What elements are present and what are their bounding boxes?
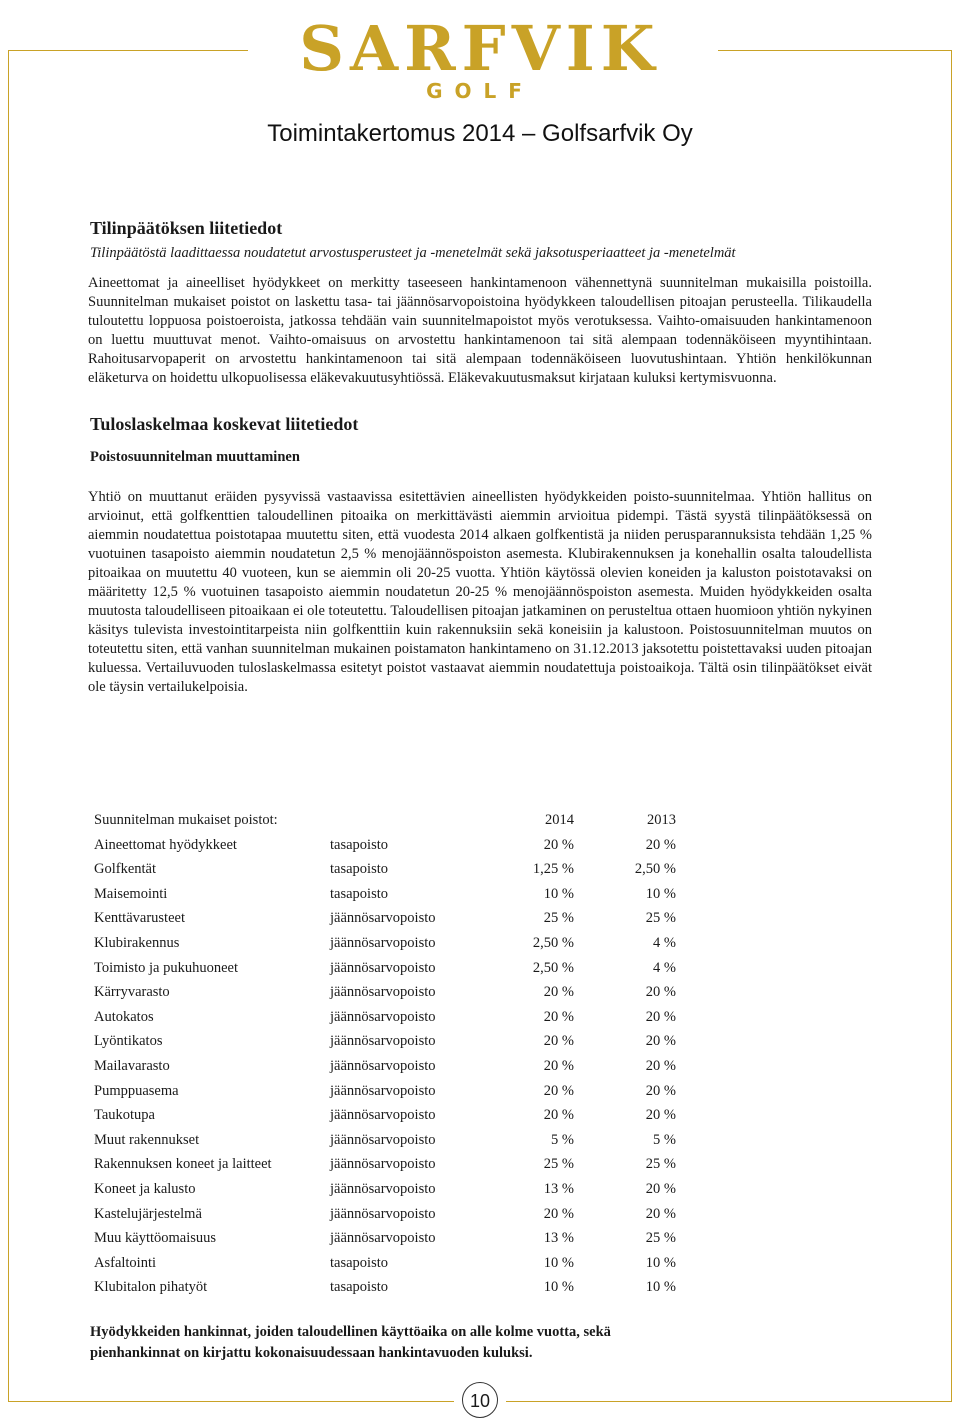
method-cell: jäännösarvopoisto bbox=[330, 984, 436, 1001]
rate-2014-cell: 20 % bbox=[543, 1107, 574, 1124]
rate-2014-cell: 20 % bbox=[543, 1057, 574, 1074]
table-row bbox=[94, 1177, 694, 1202]
rate-2013-cell: 2,50 % bbox=[634, 861, 676, 878]
method-cell: jäännösarvopoisto bbox=[330, 1131, 436, 1148]
rate-2013-cell: 4 % bbox=[653, 934, 676, 951]
rate-2013-cell: 4 % bbox=[653, 959, 676, 976]
page-number: 10 bbox=[462, 1382, 498, 1418]
asset-name-cell: Autokatos bbox=[94, 1008, 154, 1025]
rate-2014-cell: 20 % bbox=[543, 1205, 574, 1222]
valuation-paragraph: Aineettomat ja aineelliset hyödykkeet on merkitty taseeseen hankintamenoon vähennettynä suunnitelman mukaisilla poistoilla. Suunnitelman mukaiset poistot on laskettu tasa- tai jäännösarvopoistoina hyödykkeen taloudellisen pitoajan perusteella. Tilikaudella tuloutettu loppuosa poistoeroista, jatkossa tehdään vain suunnitelmapoistot myös verotuksessa. Vaihto-omaisuuden hankintamenoon on luettu muuttuvat menot. Vaihto-omaisuus on arvostettu hankintamenoon tai sitä alempaan todennäköiseen myyntihintaan. Rahoitusarvopaperit on arvostettu hankintamenoon tai sitä alempaan todennäköiseen luovutushintaan. Yhtiön henkilökunnan eläketurva on hoidettu ulkopuolisessa eläkevakuutusyhtiössä. Eläkevakuutusmaksut kirjataan kuluksi kertymisvuonna. bbox=[88, 275, 872, 386]
method-cell: jäännösarvopoisto bbox=[330, 1205, 436, 1222]
rate-2014-cell: 13 % bbox=[543, 1230, 574, 1247]
method-cell: jäännösarvopoisto bbox=[330, 910, 436, 927]
rate-2014-cell: 20 % bbox=[543, 1082, 574, 1099]
method-cell: jäännösarvopoisto bbox=[330, 1230, 436, 1247]
section-heading-income-statement: Tuloslaskelmaa koskevat liitetiedot bbox=[90, 414, 359, 434]
rate-2013-cell: 10 % bbox=[645, 1254, 676, 1271]
table-row bbox=[94, 1202, 694, 1227]
logo-subtitle: GOLF bbox=[426, 79, 534, 103]
table-row bbox=[94, 1152, 694, 1177]
rate-2013-cell: 10 % bbox=[645, 885, 676, 902]
table-header-2014: 2014 bbox=[545, 812, 574, 828]
asset-name-cell: Kenttävarusteet bbox=[94, 910, 185, 927]
rate-2014-cell: 20 % bbox=[543, 1008, 574, 1025]
table-row bbox=[94, 1226, 694, 1251]
table-row bbox=[94, 882, 694, 907]
depreciation-change-paragraph: Yhtiö on muuttanut eräiden pysyvissä vastaavissa esitettävien aineellisten hyödykkeiden poisto-suunnitelmaa. Yhtiön hallitus on arvioinut, että golfkenttien taloudellinen pitoaika on merkittävästi aiemmin arvioitua pidempi. Tästä syystä tilinpäätöksessä on aiemmin noudatettua poistotapaa muutettu siten, että vuodesta 2014 alkaen golfkentistä ja niiden perusparannuksista tehdään 1,25 % vuotuinen tasapoisto aiemmin noudatetun 2,5 % menojäännöspoiston asemesta. Klubirakennuksen ja konehallin osalta taloudellista pitoaikaa on muutettu 40 vuoteen, kun se aiemmin oli 20-25 vuotta. Yhtiön käytössä olevien koneiden ja kaluston poistotavaksi on määritetty 12,5 % vuotuinen tasapoisto aiemmin noudatetun 20-25 % menojäännöspoiston asemesta. Muiden hyödykkeiden osalta muutosta taloudelliseen pitoaikaan ei ole toteutettu. Taloudellisen pitoajan jatkaminen on perusteltua ottaen huomioon yhtiön nykyinen käsitys tulevista investointitarpeista niin golfkenttiin kuin rakennuksiin sekä koneisiin ja kalustoon. Poistosuunnitelman muutos on toteutettu siten, että vanhan suunnitelman mukainen poistamaton hankintameno on 31.12.2013 jaksotettu poistettavaksi uuden pitoajan kuluessa. Vertailuvuoden tuloslaskelmassa esitetyt poistot vastaavat aiemmin noudatettuja poistoaikoja. Tältä osin tilinpäätökset eivät ole täysin vertailukelpoisia. bbox=[88, 489, 872, 695]
document-title: Toimintakertomus 2014 – Golfsarfvik Oy bbox=[267, 120, 693, 147]
method-cell: jäännösarvopoisto bbox=[330, 1156, 436, 1173]
rate-2014-cell: 10 % bbox=[543, 1279, 574, 1296]
asset-name-cell: Pumppuasema bbox=[94, 1082, 179, 1099]
rate-2013-cell: 20 % bbox=[645, 984, 676, 1001]
rate-2014-cell: 2,50 % bbox=[532, 934, 574, 951]
asset-name-cell: Mailavarasto bbox=[94, 1057, 170, 1074]
method-cell: tasapoisto bbox=[330, 885, 388, 902]
table-header-row bbox=[94, 808, 694, 833]
method-cell: tasapoisto bbox=[330, 1279, 388, 1296]
frame-line-left bbox=[8, 50, 9, 1402]
sarfvik-golf-logo bbox=[290, 2, 670, 102]
rate-2013-cell: 20 % bbox=[645, 1205, 676, 1222]
method-cell: jäännösarvopoisto bbox=[330, 1082, 436, 1099]
table-row bbox=[94, 1005, 694, 1030]
frame-line-top-right bbox=[718, 50, 952, 51]
rate-2013-cell: 20 % bbox=[645, 1057, 676, 1074]
rate-2013-cell: 25 % bbox=[645, 1230, 676, 1247]
asset-name-cell: Maisemointi bbox=[94, 885, 168, 902]
rate-2013-cell: 10 % bbox=[645, 1279, 676, 1296]
section-subheading-depreciation-change: Poistosuunnitelman muuttaminen bbox=[90, 449, 300, 465]
rate-2014-cell: 20 % bbox=[543, 836, 574, 853]
asset-name-cell: Golfkentät bbox=[94, 861, 157, 878]
frame-line-bottom-right bbox=[506, 1401, 952, 1402]
table-header-2013: 2013 bbox=[647, 812, 676, 828]
method-cell: tasapoisto bbox=[330, 836, 388, 853]
rate-2014-cell: 25 % bbox=[543, 910, 574, 927]
table-row bbox=[94, 1054, 694, 1079]
table-row bbox=[94, 931, 694, 956]
asset-name-cell: Muu käyttöomaisuus bbox=[94, 1230, 217, 1247]
asset-name-cell: Klubirakennus bbox=[94, 934, 180, 951]
table-header-name: Suunnitelman mukaiset poistot: bbox=[94, 812, 278, 828]
rate-2013-cell: 20 % bbox=[645, 1107, 676, 1124]
rate-2013-cell: 20 % bbox=[645, 1180, 676, 1197]
table-row bbox=[94, 833, 694, 858]
asset-name-cell: Aineettomat hyödykkeet bbox=[94, 836, 237, 853]
method-cell: tasapoisto bbox=[330, 1254, 388, 1271]
logo-wordmark: SARFVIK bbox=[299, 12, 661, 85]
method-cell: tasapoisto bbox=[330, 861, 388, 878]
table-body bbox=[94, 833, 694, 1300]
table-row bbox=[94, 956, 694, 981]
depreciation-table bbox=[94, 808, 694, 1300]
rate-2013-cell: 25 % bbox=[645, 1156, 676, 1173]
section-heading-notes: Tilinpäätöksen liitetiedot bbox=[90, 218, 283, 238]
section-subheading-valuation: Tilinpäätöstä laadittaessa noudatetut arvostusperusteet ja -menetelmät sekä jaksotusperiaatteet ja -menetelmät bbox=[90, 245, 736, 261]
rate-2014-cell: 20 % bbox=[543, 1033, 574, 1050]
rate-2013-cell: 5 % bbox=[653, 1131, 676, 1148]
table-row bbox=[94, 1251, 694, 1276]
asset-name-cell: Kastelujärjestelmä bbox=[94, 1205, 202, 1222]
rate-2014-cell: 2,50 % bbox=[532, 959, 574, 976]
asset-name-cell: Rakennuksen koneet ja laitteet bbox=[94, 1156, 272, 1173]
asset-name-cell: Koneet ja kalusto bbox=[94, 1180, 196, 1197]
rate-2013-cell: 20 % bbox=[645, 836, 676, 853]
asset-name-cell: Taukotupa bbox=[94, 1107, 155, 1124]
frame-line-bottom-left bbox=[8, 1401, 454, 1402]
method-cell: jäännösarvopoisto bbox=[330, 959, 436, 976]
footnote-small-acquisitions: Hyödykkeiden hankinnat, joiden taloudellinen käyttöaika on alle kolme vuotta, sekä pienhankinnat on kirjattu kokonaisuudessaan hankintavuoden kuluksi. bbox=[90, 1324, 611, 1361]
rate-2014-cell: 25 % bbox=[543, 1156, 574, 1173]
asset-name-cell: Lyöntikatos bbox=[94, 1033, 163, 1050]
table-row bbox=[94, 1275, 694, 1300]
asset-name-cell: Klubitalon pihatyöt bbox=[94, 1279, 208, 1296]
table-row bbox=[94, 1029, 694, 1054]
method-cell: jäännösarvopoisto bbox=[330, 1107, 436, 1124]
rate-2014-cell: 20 % bbox=[543, 984, 574, 1001]
method-cell: jäännösarvopoisto bbox=[330, 1033, 436, 1050]
rate-2013-cell: 20 % bbox=[645, 1033, 676, 1050]
asset-name-cell: Asfaltointi bbox=[94, 1254, 157, 1271]
asset-name-cell: Toimisto ja pukuhuoneet bbox=[94, 959, 238, 976]
rate-2014-cell: 1,25 % bbox=[532, 861, 574, 878]
table-row bbox=[94, 906, 694, 931]
asset-name-cell: Kärryvarasto bbox=[94, 984, 170, 1001]
method-cell: jäännösarvopoisto bbox=[330, 1057, 436, 1074]
asset-name-cell: Muut rakennukset bbox=[94, 1131, 200, 1148]
rate-2013-cell: 20 % bbox=[645, 1008, 676, 1025]
frame-line-right bbox=[951, 50, 952, 1402]
rate-2014-cell: 10 % bbox=[543, 885, 574, 902]
rate-2013-cell: 25 % bbox=[645, 910, 676, 927]
method-cell: jäännösarvopoisto bbox=[330, 1008, 436, 1025]
rate-2014-cell: 5 % bbox=[551, 1131, 574, 1148]
table-row bbox=[94, 1079, 694, 1104]
method-cell: jäännösarvopoisto bbox=[330, 934, 436, 951]
scanned-page-content bbox=[88, 218, 872, 697]
rate-2014-cell: 13 % bbox=[543, 1180, 574, 1197]
table-row bbox=[94, 1103, 694, 1128]
method-cell: jäännösarvopoisto bbox=[330, 1180, 436, 1197]
table-row bbox=[94, 1128, 694, 1153]
frame-line-top-left bbox=[8, 50, 248, 51]
rate-2013-cell: 20 % bbox=[645, 1082, 676, 1099]
rate-2014-cell: 10 % bbox=[543, 1254, 574, 1271]
table-row bbox=[94, 980, 694, 1005]
table-row bbox=[94, 857, 694, 882]
